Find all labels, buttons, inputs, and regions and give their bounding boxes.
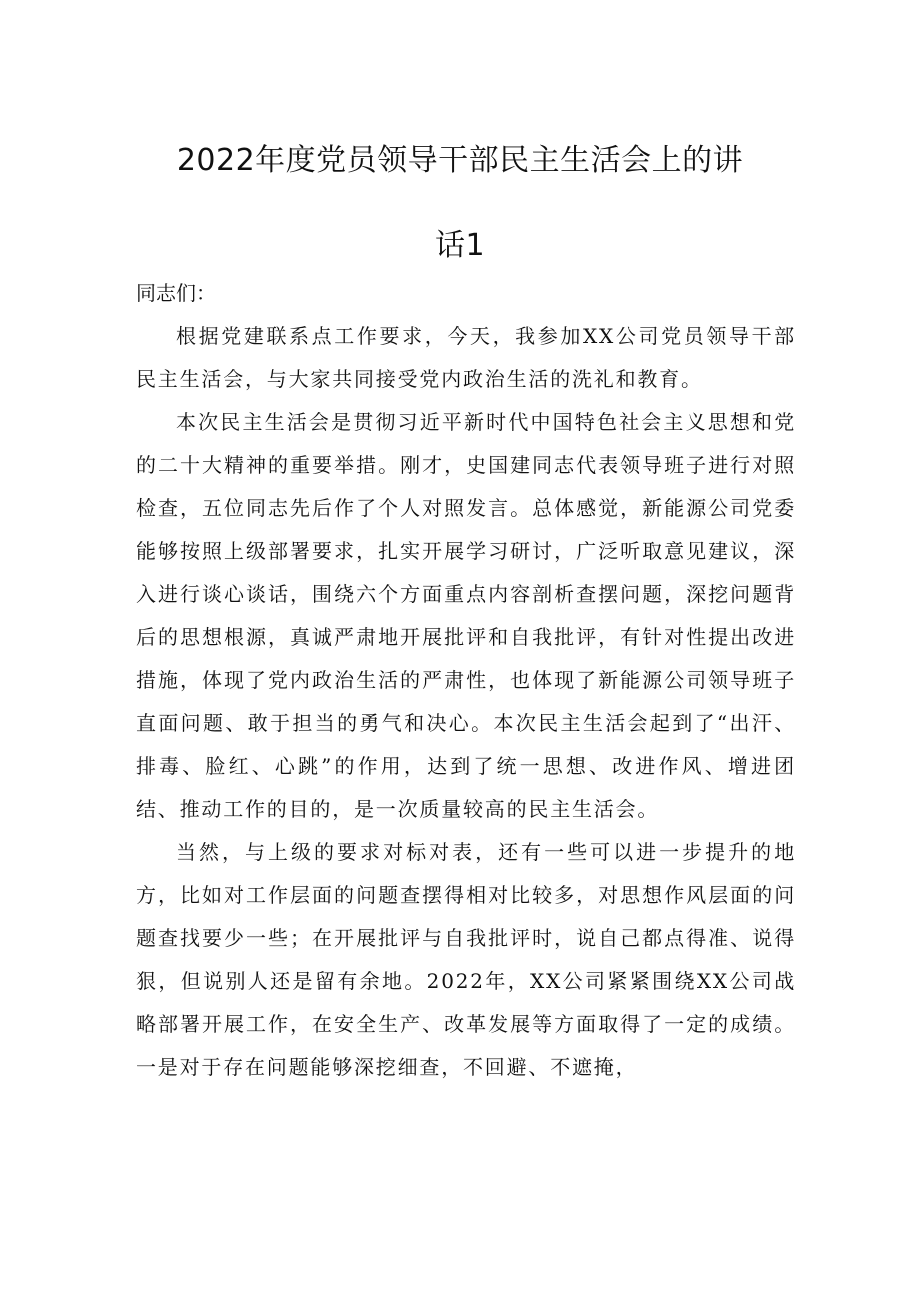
paragraph-1: 根据党建联系点工作要求，今天，我参加XX公司党员领导干部民主生活会，与大家共同接受党内政治生活的洗礼和教育。 [136,324,796,391]
paragraph-2: 本次民主生活会是贯彻习近平新时代中国特色社会主义思想和党的二十大精神的重要举措。刚才，史国建同志代表领导班子进行对照检查，五位同志先后作了个人对照发言。总体感觉，新能源公司党委能够按照上级部署要求，扎实开展学习研讨，广泛听取意见建议，深入进行谈心谈话，围绕六个方面重点内容剖析查摆问题，深挖问题背后的思想根源，真诚严肃地开展批评和自我批评，有针对性提出改进措施，体现了党内政治生活的严肃性，也体现了新能源公司领导班子直面问题、敢于担当的勇气和决心。本次民主生活会起到了“出汗、排毒、脸红、心跳”的作用，达到了统一思想、改进作风、增进团结、推动工作的目的，是一次质量较高的民主生活会。 [136,410,796,821]
document-title-line-2: 话1 [434,228,486,263]
salutation: 同志们： [136,281,216,305]
document-title-line-1: 2022年度党员领导干部民主生活会上的讲 [176,143,744,178]
paragraph-3: 当然，与上级的要求对标对表，还有一些可以进一步提升的地方，比如对工作层面的问题查摆得相对比较多，对思想作风层面的问题查找要少一些；在开展批评与自我批评时，说自己都点得准、说得狠，但说别人还是留有余地。2022年，XX公司紧紧围绕XX公司战略部署开展工作，在安全生产、改革发展等方面取得了一定的成绩。一是对于存在问题能够深挖细查，不回避、不遮掩， [136,840,796,1079]
document-body [136,272,796,1089]
